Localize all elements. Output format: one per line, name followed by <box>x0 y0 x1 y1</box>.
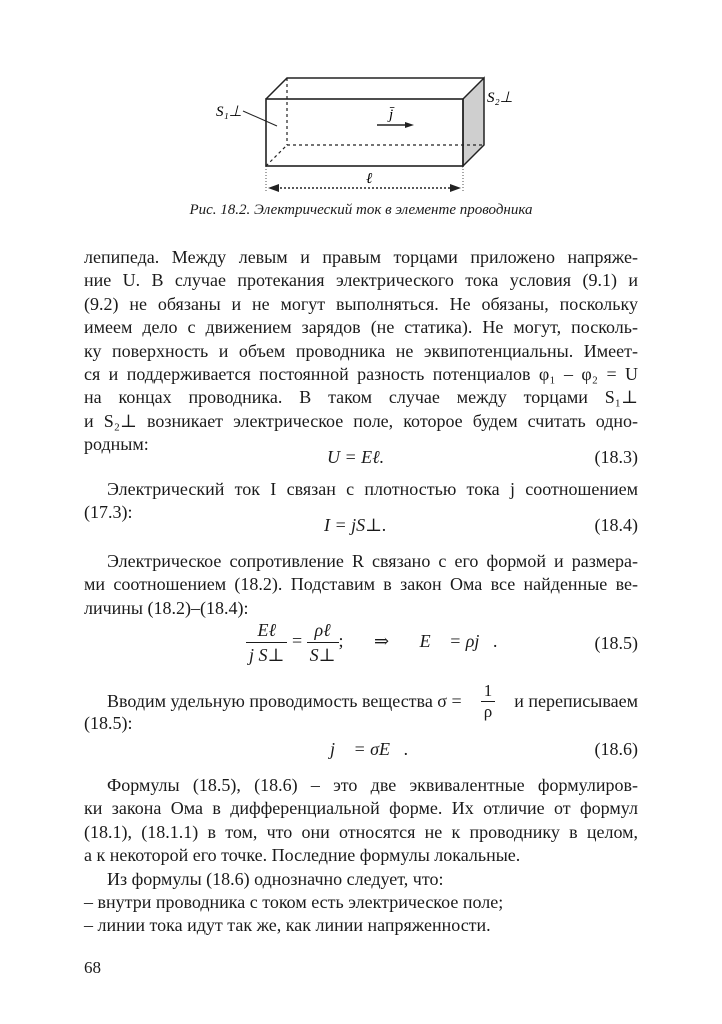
text-line: Электрическое сопротивление R связано с его формой и размера- <box>107 551 638 571</box>
equation-result: E⃗ = ρj⃗. <box>419 630 498 651</box>
text-line: и S₂⊥ возникает электрическое поле, которое будем считать одно- <box>84 410 638 431</box>
text-line: родным: <box>84 434 149 455</box>
right-face-s2 <box>463 78 484 166</box>
equation-18-4 <box>324 514 387 536</box>
equation-formula: j⃗ = σE⃗. <box>330 739 409 759</box>
sigma-fraction: $\frac{1}{\rho}$ <box>481 681 496 722</box>
equation-number: (18.6) <box>594 739 638 759</box>
text-line: Электрический ток I связан с плотностью тока j соотношением <box>107 479 638 499</box>
text-line: лепипеда. Между левым и правым торцами приложено напряже- <box>84 247 638 267</box>
front-face <box>266 99 463 166</box>
text-line: (18.1), (18.1.1) в том, что они относятся не к проводнику в целом, <box>84 821 638 842</box>
text-line: ние U. В случае протекания электрического тока условия (9.1) и <box>84 270 638 291</box>
text-line: а к некоторой его точке. Последние формулы локальные. <box>84 845 521 866</box>
text-line: ми соотношением (18.2). Подставим в закон Ома все найденные ве- <box>84 574 638 595</box>
label-length: ℓ <box>366 171 373 187</box>
text-line: ки закона Ома в дифференциальной форме. Их отличие от формул <box>84 798 638 819</box>
fraction-left: $\frac{\text{Eℓ}}{\text{j S⊥}}$ <box>246 618 287 667</box>
equation-number: (18.4) <box>594 515 638 535</box>
equation-formula: U = Eℓ. <box>327 447 385 467</box>
paragraph-4-line-2: (18.5): <box>84 713 133 733</box>
equation-18-5: $\frac{\text{Eℓ}}{\text{j S⊥}}$ = $\frac{\text{ρℓ}}{S\perp}$ ; ⇒ E⃗ = ρj⃗. <box>246 618 498 667</box>
text-line: (9.2) не обязаны и не могут выполняться. Не обязаны, поскольку <box>84 293 638 314</box>
equals-sign: = <box>291 630 303 651</box>
equation-number: (18.5) <box>594 633 638 653</box>
text: Вводим удельную проводимость вещества σ = <box>107 691 462 711</box>
text-line: на концах проводника. В таком случае между торцами S₁⊥ <box>84 387 638 408</box>
s1-leader-line <box>243 111 277 126</box>
equation-18-3 <box>327 446 384 468</box>
text-line: Из формулы (18.6) однозначно следует, что: <box>107 868 444 889</box>
implies-arrow-icon: ⇒ <box>374 630 390 651</box>
text: и переписываем <box>514 691 638 711</box>
equation-formula: I = jS⊥. <box>324 515 387 535</box>
text-line: ку поверхность и объем проводника не эквипотенциальны. Имеет- <box>84 340 638 361</box>
text-line: Формулы (18.5), (18.6) – это две эквивалентные формулиров- <box>107 775 638 795</box>
label-j: j̄ <box>389 107 394 123</box>
page-number: 68 <box>84 958 101 977</box>
text-line: личины (18.2)–(18.4): <box>84 597 249 618</box>
text-line: – внутри проводника с током есть электрическое поле; <box>84 892 504 912</box>
current-arrow-icon <box>377 122 414 128</box>
fraction-right: $\frac{\text{ρℓ}}{S\perp}$ <box>307 618 339 667</box>
conductor-element-figure <box>0 0 722 200</box>
equation-18-6 <box>330 738 409 760</box>
text-line: (17.3): <box>84 502 133 523</box>
hidden-edges <box>266 78 484 166</box>
label-s2: S₂⊥ <box>487 90 513 106</box>
text-line: – линии тока идут так же, как линии напряженности. <box>84 915 491 936</box>
equation-number: (18.3) <box>594 447 638 467</box>
length-dimension-arrow-icon <box>266 166 463 192</box>
text-line: имеем дело с движением зарядов (не статика). Не могут, посколь- <box>84 317 638 338</box>
top-face-edges <box>266 78 484 99</box>
figure-caption: Рис. 18.2. Электрический ток в элементе проводника <box>189 202 533 218</box>
text-line: ся и поддерживается постоянной разность потенциалов φ₁ – φ₂ = U <box>84 364 638 384</box>
label-s1: S₁⊥ <box>216 104 242 120</box>
